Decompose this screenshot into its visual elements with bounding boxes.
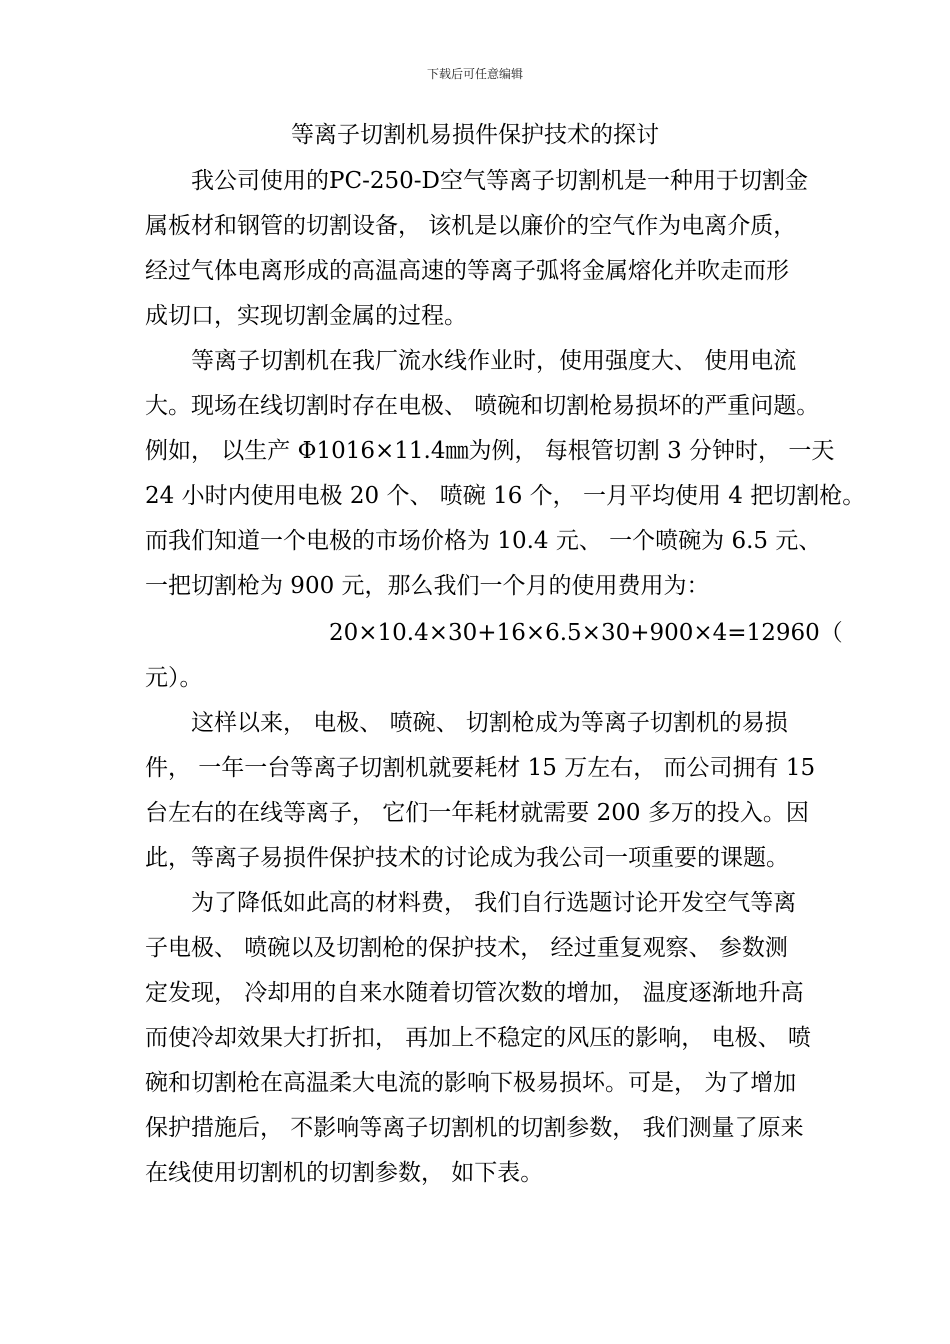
- body-line-23: 在线使用切割机的切割参数， 如下表。: [145, 1160, 544, 1186]
- body-line-5: 等离子切割机在我厂流水线作业时，使用强度大、 使用电流: [145, 348, 797, 374]
- body-line-4: 成切口，实现切割金属的过程。: [145, 303, 467, 329]
- body-line-13: 这样以来， 电极、 喷碗、 切割枪成为等离子切割机的易损: [145, 710, 788, 736]
- body-line-6: 大。现场在线切割时存在电极、 喷碗和切割枪易损坏的严重问题。: [145, 393, 820, 419]
- body-line-16: 此，等离子易损件保护技术的讨论成为我公司一项重要的课题。: [145, 845, 789, 871]
- body-line-9: 而我们知道一个电极的市场价格为 10.4 元、 一个喷碗为 6.5 元、: [145, 528, 822, 554]
- body-line-8: 24 小时内使用电极 20 个、 喷碗 16 个， 一月平均使用 4 把切割枪。: [145, 483, 866, 509]
- body-line-2: 属板材和钢管的切割设备， 该机是以廉价的空气作为电离介质，: [145, 213, 797, 239]
- body-line-3: 经过气体电离形成的高温高速的等离子弧将金属熔化并吹走而形: [145, 258, 789, 284]
- body-line-19: 定发现， 冷却用的自来水随着切管次数的增加， 温度逐渐地升高: [145, 980, 804, 1006]
- body-line-15: 台左右的在线等离子， 它们一年耗材就需要 200 多万的投入。因: [145, 800, 809, 826]
- body-line-7: 例如， 以生产 Φ1016×11.4㎜为例， 每根管切割 3 分钟时， 一天: [145, 438, 835, 464]
- body-line-22: 保护措施后， 不影响等离子切割机的切割参数， 我们测量了原来: [145, 1115, 804, 1141]
- document-title: 等离子切割机易损件保护技术的探讨: [291, 122, 659, 148]
- formula-line: 20×10.4×30+16×6.5×30+900×4=12960（: [145, 620, 843, 646]
- body-line-20: 而使冷却效果大打折扣， 再加上不稳定的风压的影响， 电极、 喷: [145, 1025, 811, 1051]
- body-line-18: 子电极、 喷碗以及切割枪的保护技术， 经过重复观察、 参数测: [145, 935, 788, 961]
- body-line-17: 为了降低如此高的材料费， 我们自行选题讨论开发空气等离: [145, 890, 797, 916]
- body-line-12: 元）。: [145, 665, 203, 691]
- body-line-14: 件， 一年一台等离子切割机就要耗材 15 万左右， 而公司拥有 15: [145, 755, 816, 781]
- body-line-21: 碗和切割枪在高温柔大电流的影响下极易损坏。可是， 为了增加: [145, 1070, 797, 1096]
- body-line-10: 一把切割枪为 900 元，那么我们一个月的使用费用为：: [145, 573, 710, 599]
- page-header: 下载后可任意编辑: [426, 67, 523, 81]
- body-line-1: 我公司使用的PC-250-D空气等离子切割机是一种用于切割金: [145, 168, 808, 194]
